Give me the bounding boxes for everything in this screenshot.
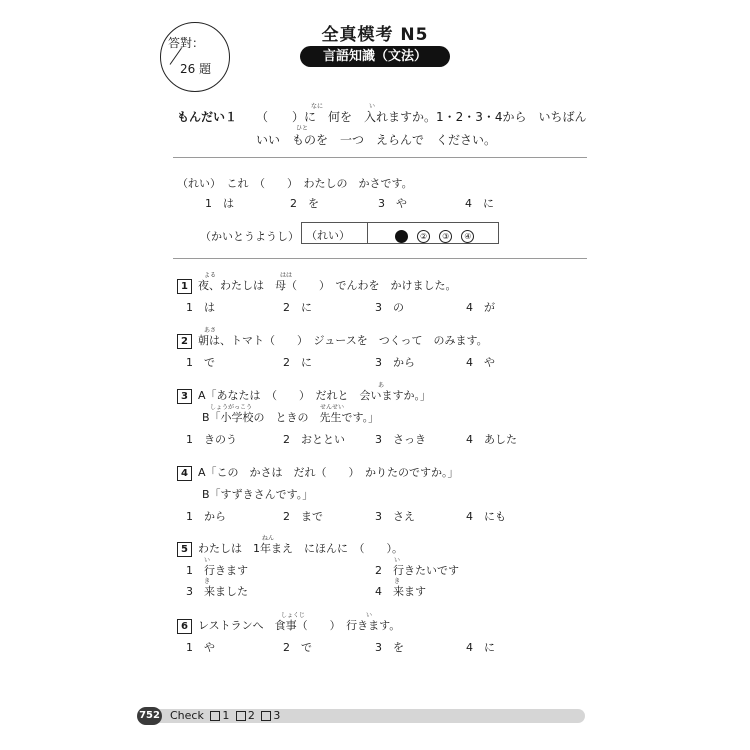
ruby: い xyxy=(204,557,211,564)
check-box-1[interactable] xyxy=(210,711,220,721)
bubble-filled xyxy=(395,230,408,243)
question-text: レストランへ 食事（ ） 行きます。 xyxy=(198,619,401,632)
answer-bubbles xyxy=(395,226,478,245)
q2-option-3: 3 から xyxy=(375,356,415,369)
q1-option-1: 1 は xyxy=(186,301,215,314)
check-box-2[interactable] xyxy=(236,711,246,721)
example-sentence: （れい） これ （ ） わたしの かさです。 xyxy=(177,177,413,190)
bubble-4: ④ xyxy=(461,230,474,243)
q3-option-1: 1 きのう xyxy=(186,433,237,446)
page-title: 全真模考 N5 xyxy=(321,25,429,45)
q4-option-1: 1 から xyxy=(186,510,226,523)
ruby: き xyxy=(204,578,211,585)
q4-option-4: 4 にも xyxy=(466,510,506,523)
question-text: A「この かさは だれ（ ） かりたのですか。」 xyxy=(198,466,459,479)
section-label: 言語知識（文法） xyxy=(300,46,450,67)
ruby-i: い xyxy=(369,103,376,110)
instruction-line-2: いい ものを 一つ えらんで ください。 xyxy=(256,133,497,147)
check-number-3: 3 xyxy=(273,709,281,722)
ruby: い xyxy=(394,557,401,564)
question-5 xyxy=(177,540,403,557)
bubble-2: ② xyxy=(417,230,430,243)
q1-option-3: 3 の xyxy=(375,301,404,314)
question-number: 5 xyxy=(177,542,192,557)
q5-option-2: 2 行きたいです xyxy=(375,564,459,577)
q3-option-3: 3 さっき xyxy=(375,433,426,446)
question-text: 朝は、トマト（ ） ジュースを つくって のみます。 xyxy=(198,334,488,347)
ruby: しょくじ xyxy=(281,612,306,619)
q1-option-4: 4 が xyxy=(466,301,495,314)
example-option-1: 1 は xyxy=(205,197,234,210)
question-3-line-2: B「小学校の ときの 先生です。」 xyxy=(202,411,380,424)
answer-sheet-divider xyxy=(367,222,368,244)
ruby: はは xyxy=(280,272,293,279)
ruby: よる xyxy=(204,272,217,279)
q6-option-4: 4 に xyxy=(466,641,495,654)
q6-option-2: 2 で xyxy=(283,641,312,654)
q6-option-1: 1 や xyxy=(186,641,215,654)
ruby-hito: ひと xyxy=(296,125,309,132)
question-1 xyxy=(177,277,457,294)
instruction-line-1: （ ）に 何を 入れますか。1・2・3・4から いちばん xyxy=(256,110,587,124)
ruby: い xyxy=(366,612,373,619)
q4-option-2: 2 まで xyxy=(283,510,323,523)
example-option-3: 3 や xyxy=(378,197,407,210)
question-number: 3 xyxy=(177,389,192,404)
question-4-line-2: B「すずきさんです。」 xyxy=(202,488,314,501)
check-number-2: 2 xyxy=(247,709,255,722)
question-text: A「あなたは （ ） だれと 会いますか。」 xyxy=(198,389,432,402)
instruction-label: もんだい１ xyxy=(177,110,238,124)
check-box-3[interactable] xyxy=(261,711,271,721)
check-row xyxy=(170,709,280,722)
q4-option-3: 3 さえ xyxy=(375,510,415,523)
example-option-4: 4 に xyxy=(465,197,494,210)
question-text: 夜、わたしは 母（ ） でんわを かけました。 xyxy=(198,279,457,292)
q6-option-3: 3 を xyxy=(375,641,404,654)
question-text: わたしは 1年まえ にほんに （ ）。 xyxy=(198,542,403,555)
question-2 xyxy=(177,332,488,349)
ruby: き xyxy=(394,578,401,585)
ruby: せんせい xyxy=(320,404,345,411)
q5-option-1: 1 行きます xyxy=(186,564,248,577)
score-label: 答對： xyxy=(168,36,205,50)
q3-option-4: 4 あした xyxy=(466,433,517,446)
bubble-3: ③ xyxy=(439,230,452,243)
q3-option-2: 2 おととい xyxy=(283,433,345,446)
question-4 xyxy=(177,464,459,481)
ruby-nani: なに xyxy=(311,103,324,110)
page-number: 752 xyxy=(137,707,162,725)
answer-sheet-tag: （れい） xyxy=(306,229,350,242)
q2-option-1: 1 で xyxy=(186,356,215,369)
score-total: 26 題 xyxy=(180,62,212,76)
ruby: あ xyxy=(378,382,385,389)
ruby: しょうがっこう xyxy=(210,404,253,411)
check-label: Check xyxy=(170,709,204,722)
question-number: 4 xyxy=(177,466,192,481)
check-number-1: 1 xyxy=(222,709,230,722)
q5-option-4: 4 来ます xyxy=(375,585,426,598)
example-option-2: 2 を xyxy=(290,197,319,210)
q2-option-2: 2 に xyxy=(283,356,312,369)
question-number: 2 xyxy=(177,334,192,349)
q1-option-2: 2 に xyxy=(283,301,312,314)
question-6 xyxy=(177,617,400,634)
answer-sheet-label: （かいとうようし） xyxy=(200,230,299,243)
ruby: ねん xyxy=(262,535,275,542)
ruby: あさ xyxy=(204,327,217,334)
q5-option-3: 3 来ました xyxy=(186,585,248,598)
divider xyxy=(173,258,587,259)
divider xyxy=(173,157,587,158)
q2-option-4: 4 や xyxy=(466,356,495,369)
question-number: 6 xyxy=(177,619,192,634)
question-number: 1 xyxy=(177,279,192,294)
